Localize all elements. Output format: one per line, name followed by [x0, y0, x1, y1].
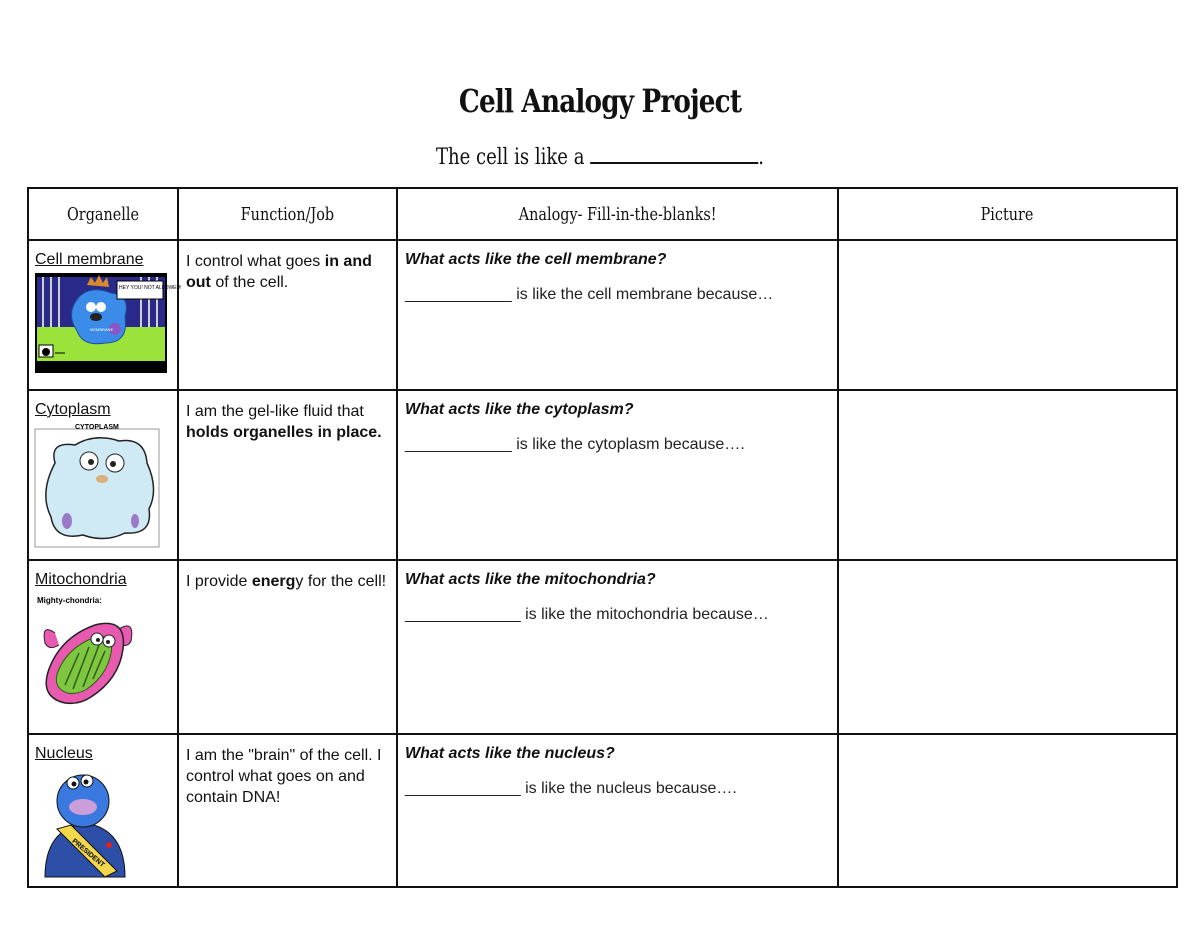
analogy-answer: ____________ is like the cell membrane because…	[405, 286, 774, 303]
header-analogy: Analogy- Fill-in-the-blanks!	[397, 188, 838, 240]
function-text: I am the gel-like fluid that holds organelles in place.	[186, 403, 382, 441]
organelle-name: Mitochondria	[35, 571, 127, 588]
organelle-name: Cytoplasm	[35, 401, 111, 418]
header-picture: Picture	[838, 188, 1177, 240]
header-row	[28, 188, 1177, 240]
analogy-question: What acts like the nucleus?	[405, 745, 615, 762]
organelle-cell	[28, 240, 182, 390]
function-cell	[178, 390, 397, 560]
header-organelle: Organelle	[28, 188, 178, 240]
mitochondria-illustration	[35, 593, 145, 721]
organelle-cell	[28, 734, 178, 887]
analogy-table	[27, 187, 1178, 888]
function-text: I control what goes in and out of the cell.	[186, 253, 372, 291]
subtitle-suffix: .	[758, 145, 765, 170]
picture-cell	[838, 560, 1177, 734]
page-title: Cell Analogy Project	[458, 82, 742, 120]
function-text: I provide energy for the cell!	[186, 573, 387, 590]
table-row	[28, 390, 1177, 560]
function-cell	[178, 240, 397, 390]
svg-text:CYTOPLASM: CYTOPLASM	[75, 424, 119, 431]
analogy-question: What acts like the mitochondria?	[405, 571, 656, 588]
svg-text:HEY YOU! NOT ALLOWED!: HEY YOU! NOT ALLOWED!	[119, 285, 182, 291]
analogy-cell	[397, 734, 838, 887]
organelle-cell	[28, 560, 178, 734]
analogy-answer: ____________ is like the cytoplasm because….	[405, 436, 745, 453]
table-row	[28, 734, 1177, 887]
svg-text:MEMBRANE: MEMBRANE	[90, 327, 114, 332]
page-subtitle	[108, 144, 1092, 170]
analogy-cell	[397, 240, 838, 390]
analogy-answer: _____________ is like the nucleus because….	[405, 780, 737, 797]
picture-cell	[838, 240, 1177, 390]
subtitle-prefix: The cell is like a	[435, 145, 585, 170]
cell-membrane-illustration	[35, 273, 182, 373]
table-row	[28, 240, 1177, 390]
function-cell	[178, 560, 397, 734]
picture-cell	[838, 734, 1177, 887]
analogy-cell	[397, 560, 838, 734]
organelle-cell	[28, 390, 178, 560]
organelle-name: Nucleus	[35, 745, 93, 762]
svg-text:PRESIDENT: PRESIDENT	[70, 837, 106, 869]
subtitle-blank	[590, 144, 758, 164]
analogy-question: What acts like the cell membrane?	[405, 251, 667, 268]
picture-cell	[838, 390, 1177, 560]
table-row	[28, 560, 1177, 734]
analogy-cell	[397, 390, 838, 560]
header-function: Function/Job	[178, 188, 397, 240]
analogy-question: What acts like the cytoplasm?	[405, 401, 634, 418]
cytoplasm-illustration	[35, 423, 161, 551]
function-cell	[178, 734, 397, 887]
svg-text:Mighty-chondria:: Mighty-chondria:	[37, 596, 102, 605]
analogy-answer: _____________ is like the mitochondria because…	[405, 606, 769, 623]
organelle-name: Cell membrane	[35, 251, 144, 268]
function-text: I am the "brain" of the cell. I control what goes on and contain DNA!	[186, 747, 382, 806]
nucleus-illustration	[35, 767, 135, 879]
